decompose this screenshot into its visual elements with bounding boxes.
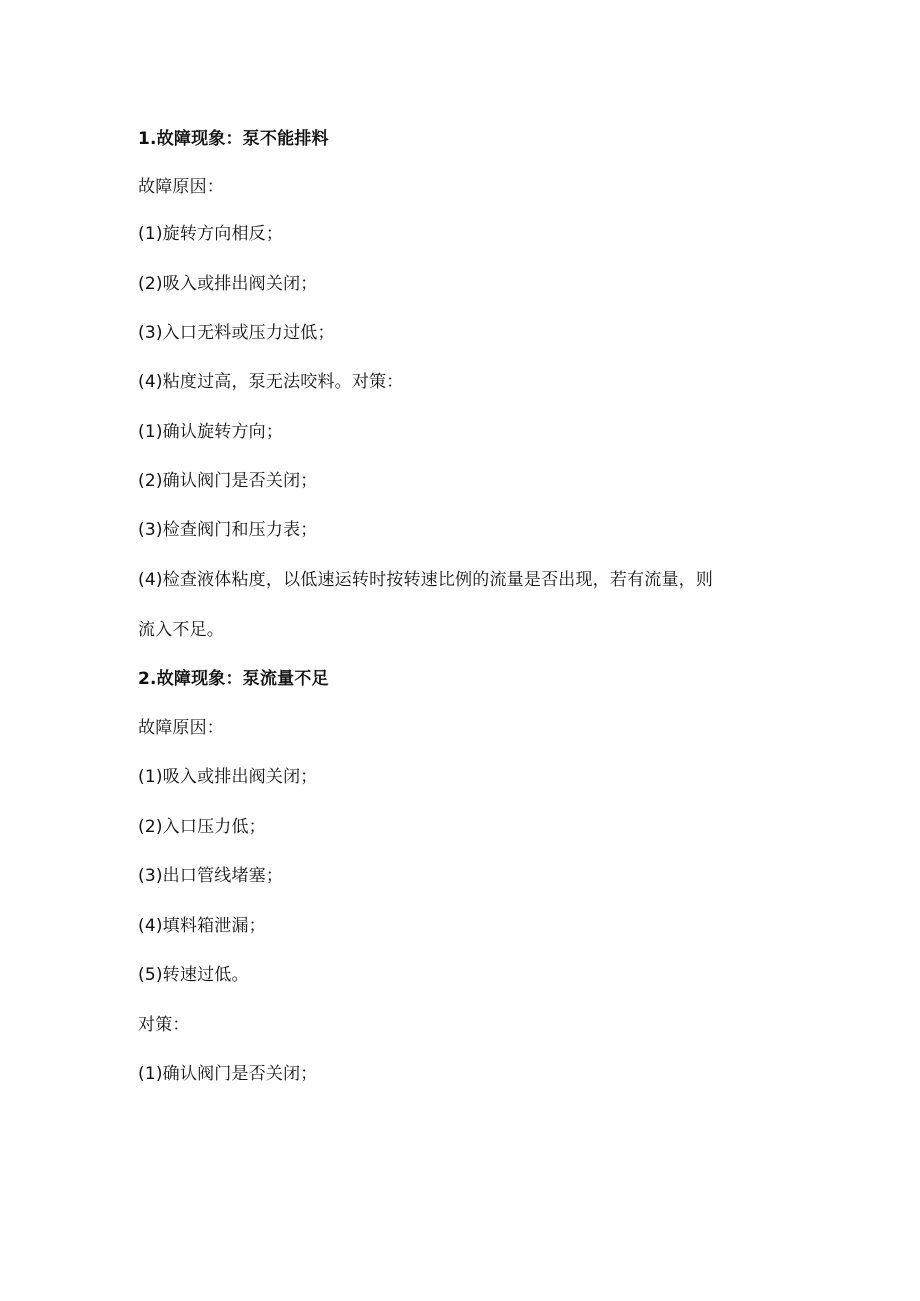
section-2-cause-1: (1)吸入或排出阀关闭； <box>138 767 318 787</box>
section-1-measure-4: (4)检查液体粘度，以低速运转时按转速比例的流量是否出现，若有流量，则 <box>138 570 714 590</box>
section-2-cause-5: (5)转速过低。 <box>138 965 249 985</box>
section-1-measure-2: (2)确认阀门是否关闭； <box>138 471 318 491</box>
section-2-cause-3: (3)出口管线堵塞； <box>138 866 284 886</box>
section-2-measure-1: (1)确认阀门是否关闭； <box>138 1064 318 1084</box>
section-1-measure-3: (3)检查阀门和压力表； <box>138 520 318 540</box>
section-1-cause-label: 故障原因： <box>138 177 224 197</box>
section-2-cause-label: 故障原因： <box>138 718 224 738</box>
section-2-cause-2: (2)入口压力低； <box>138 817 266 837</box>
section-2-measure-label: 对策： <box>138 1015 190 1035</box>
section-2-heading: 2.故障现象：泵流量不足 <box>138 669 329 689</box>
section-1-measure-4-continued: 流入不足。 <box>138 620 224 640</box>
section-1-measure-1: (1)确认旋转方向； <box>138 422 284 442</box>
section-1-cause-4: (4)粘度过高，泵无法咬料。对策： <box>138 372 404 392</box>
section-1-cause-2: (2)吸入或排出阀关闭； <box>138 274 318 294</box>
section-1-cause-1: (1)旋转方向相反； <box>138 224 284 244</box>
section-1-heading: 1.故障现象：泵不能排料 <box>138 129 329 149</box>
section-2-cause-4: (4)填料箱泄漏； <box>138 916 266 936</box>
section-1-cause-3: (3)入口无料或压力过低； <box>138 323 335 343</box>
